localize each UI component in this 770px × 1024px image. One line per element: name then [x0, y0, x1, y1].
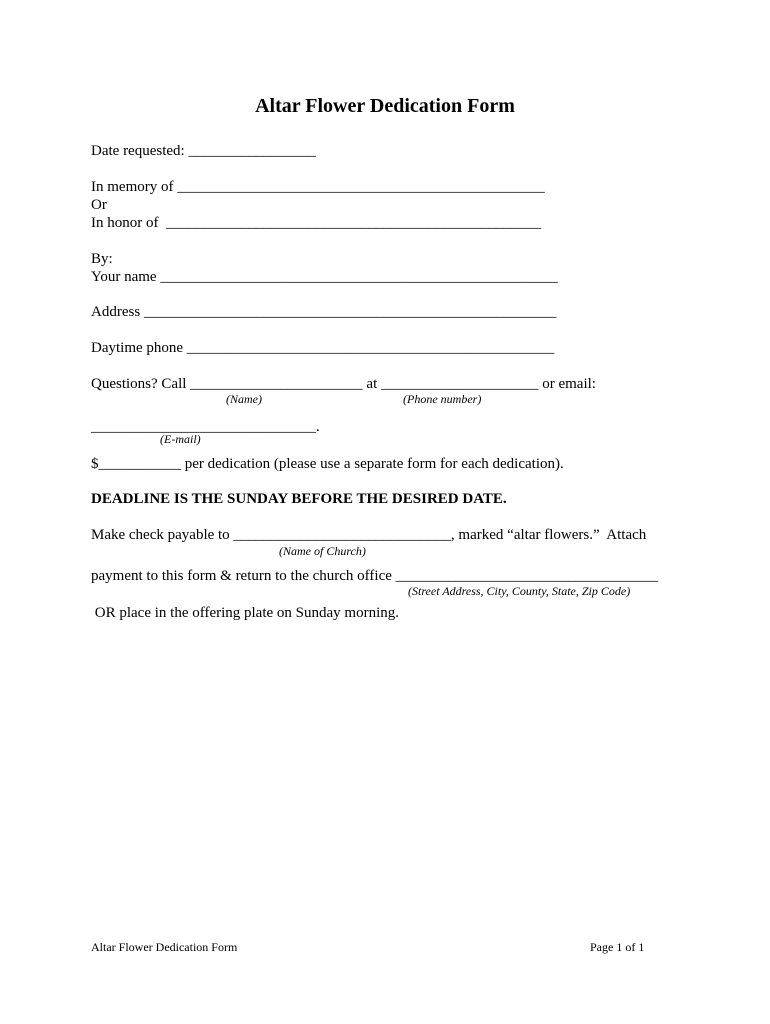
- address-line: Address _______________________________________________________: [91, 304, 557, 320]
- make-check-line: Make check payable to _____________________________, marked “altar flowers.” Attach: [91, 527, 647, 543]
- payment-line: payment to this form & return to the church office ___________________________________: [91, 568, 659, 584]
- daytime-phone-line: Daytime phone _________________________________________________: [91, 340, 555, 356]
- email-hint: (E-mail): [160, 432, 201, 446]
- email-line: ______________________________.: [91, 419, 320, 435]
- footer-title: Altar Flower Dedication Form: [91, 940, 238, 954]
- church-name-hint: (Name of Church): [279, 544, 366, 558]
- your-name-line: Your name _____________________________________________________: [91, 269, 558, 285]
- date-requested-line: Date requested: _________________: [91, 143, 316, 159]
- page-title: Altar Flower Dedication Form: [255, 95, 515, 117]
- deadline-notice: DEADLINE IS THE SUNDAY BEFORE THE DESIRED DATE.: [91, 491, 507, 507]
- in-honor-line: In honor of __________________________________________________: [91, 215, 541, 231]
- offering-plate-line: OR place in the offering plate on Sunday morning.: [91, 605, 399, 621]
- per-dedication-line: $___________ per dedication (please use a separate form for each dedication).: [91, 456, 564, 472]
- by-label: By:: [91, 251, 113, 267]
- church-address-hint: (Street Address, City, County, State, Zip Code): [408, 584, 631, 598]
- page-number: Page 1 of 1: [590, 940, 645, 954]
- phone-number-hint: (Phone number): [403, 392, 482, 406]
- name-hint: (Name): [226, 392, 262, 406]
- in-memory-line: In memory of _________________________________________________: [91, 179, 545, 195]
- questions-line: Questions? Call _______________________ at _____________________ or email:: [91, 376, 596, 392]
- or-text: Or: [91, 197, 107, 213]
